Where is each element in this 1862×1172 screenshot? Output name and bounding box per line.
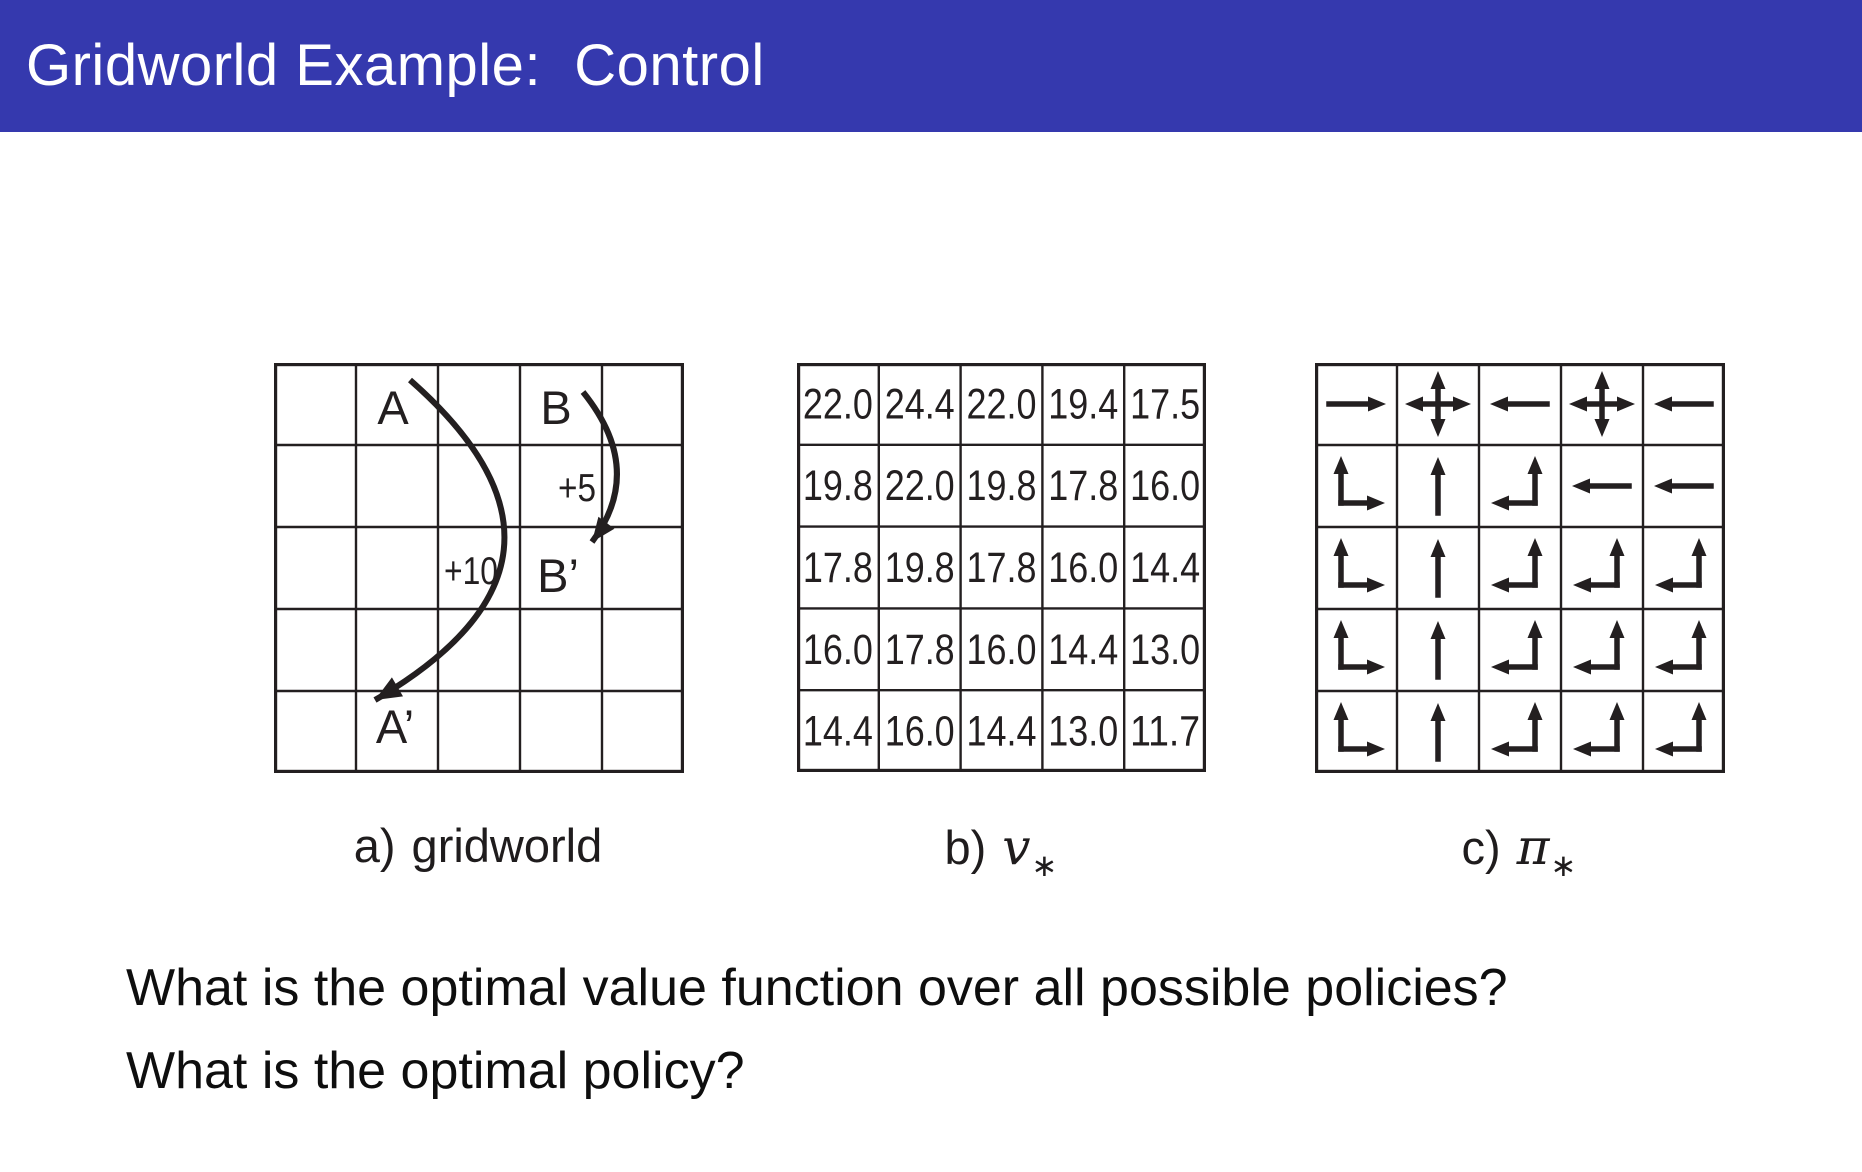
caption-c-subscript: ∗: [1550, 848, 1577, 884]
value-cell: 17.8: [1048, 462, 1119, 511]
caption-b-prefix: b): [944, 821, 987, 874]
policy-arrow-all-dirs: [1569, 371, 1635, 437]
gridworld-figure: [274, 363, 684, 773]
value-cell: 19.4: [1048, 380, 1119, 429]
policy-arrow-up: [1431, 457, 1446, 513]
policy-arrow-up: [1431, 539, 1446, 595]
caption-gridworld: [354, 818, 602, 873]
policy-arrow-up-right: [1334, 538, 1386, 593]
caption-a-label: gridworld: [411, 819, 603, 872]
state-label: A: [377, 381, 409, 434]
policy-arrow-up-right: [1334, 456, 1386, 511]
value-cell: 17.8: [966, 544, 1037, 592]
value-cell: 24.4: [884, 380, 955, 429]
optimal-value-grid: [797, 363, 1206, 772]
policy-arrow-up-left: [1573, 620, 1625, 675]
policy-arrow-up-left: [1655, 538, 1707, 593]
value-cell: 13.0: [1048, 707, 1119, 756]
value-cell: 16.0: [802, 625, 873, 674]
policy-arrow-up-left: [1491, 620, 1543, 675]
value-cell: 16.0: [966, 625, 1037, 674]
policy-arrow-up-right: [1334, 620, 1386, 675]
policy-arrow-up: [1431, 703, 1446, 759]
policy-arrow-up-left: [1491, 456, 1543, 511]
state-label: B’: [537, 549, 579, 602]
question-line-1: What is the optimal value function over all possible policies?: [126, 959, 1508, 1017]
value-cell: 16.0: [884, 707, 955, 756]
value-cell: 17.8: [884, 625, 955, 674]
caption-policy: [1461, 818, 1576, 884]
value-cell: 22.0: [802, 380, 873, 429]
policy-arrow-up-left: [1655, 620, 1707, 675]
caption-value-function: [944, 818, 1057, 884]
policy-arrow-up-left: [1491, 702, 1543, 757]
policy-arrow-up-left: [1655, 702, 1707, 757]
policy-arrow-all-dirs: [1405, 371, 1471, 437]
caption-c-symbol: π: [1516, 818, 1550, 876]
state-label: A’: [375, 700, 415, 753]
value-cell: 16.0: [1130, 462, 1201, 511]
value-cell: 22.0: [966, 380, 1037, 429]
value-cell: 22.0: [884, 462, 955, 511]
transition-arrows: [375, 380, 617, 700]
caption-b-subscript: ∗: [1031, 848, 1058, 884]
value-cell: 19.8: [966, 462, 1037, 511]
value-cell: 14.4: [1130, 544, 1201, 592]
value-cell: 14.4: [802, 707, 873, 756]
policy-arrow-up-right: [1334, 702, 1386, 757]
value-cell: 19.8: [884, 544, 955, 592]
policy-arrow-up: [1431, 621, 1446, 677]
reward-label: +5: [558, 467, 596, 510]
caption-c-prefix: c): [1461, 821, 1501, 874]
policy-arrow-left: [1490, 397, 1547, 412]
value-cell: 14.4: [1048, 625, 1119, 674]
policy-arrow-left: [1572, 479, 1629, 494]
policy-arrow-up-left: [1573, 702, 1625, 757]
caption-b-symbol: v: [1002, 818, 1031, 876]
value-cell: 17.5: [1130, 380, 1201, 429]
value-cell: 17.8: [802, 544, 873, 592]
value-cell: 16.0: [1048, 544, 1119, 592]
caption-a-prefix: a): [353, 819, 396, 872]
slide-title: Gridworld Example: Control: [26, 33, 765, 98]
policy-grid-lines: [1315, 363, 1725, 773]
value-cell: 19.8: [802, 462, 873, 511]
value-cell: 11.7: [1130, 707, 1201, 756]
policy-arrow-up-left: [1573, 538, 1625, 593]
value-cell: 13.0: [1130, 625, 1201, 674]
optimal-policy-grid: [1315, 363, 1725, 773]
state-label: B: [540, 381, 572, 434]
title-bar: [0, 0, 1862, 132]
policy-arrow-up-left: [1491, 538, 1543, 593]
policy-arrow-left: [1654, 479, 1711, 494]
reward-label: +10: [444, 550, 498, 593]
value-cell: 14.4: [966, 707, 1037, 756]
policy-arrow-right: [1329, 397, 1386, 412]
question-text: [126, 947, 1508, 1113]
policy-arrow-left: [1654, 397, 1711, 412]
question-line-2: What is the optimal policy?: [126, 1042, 745, 1100]
